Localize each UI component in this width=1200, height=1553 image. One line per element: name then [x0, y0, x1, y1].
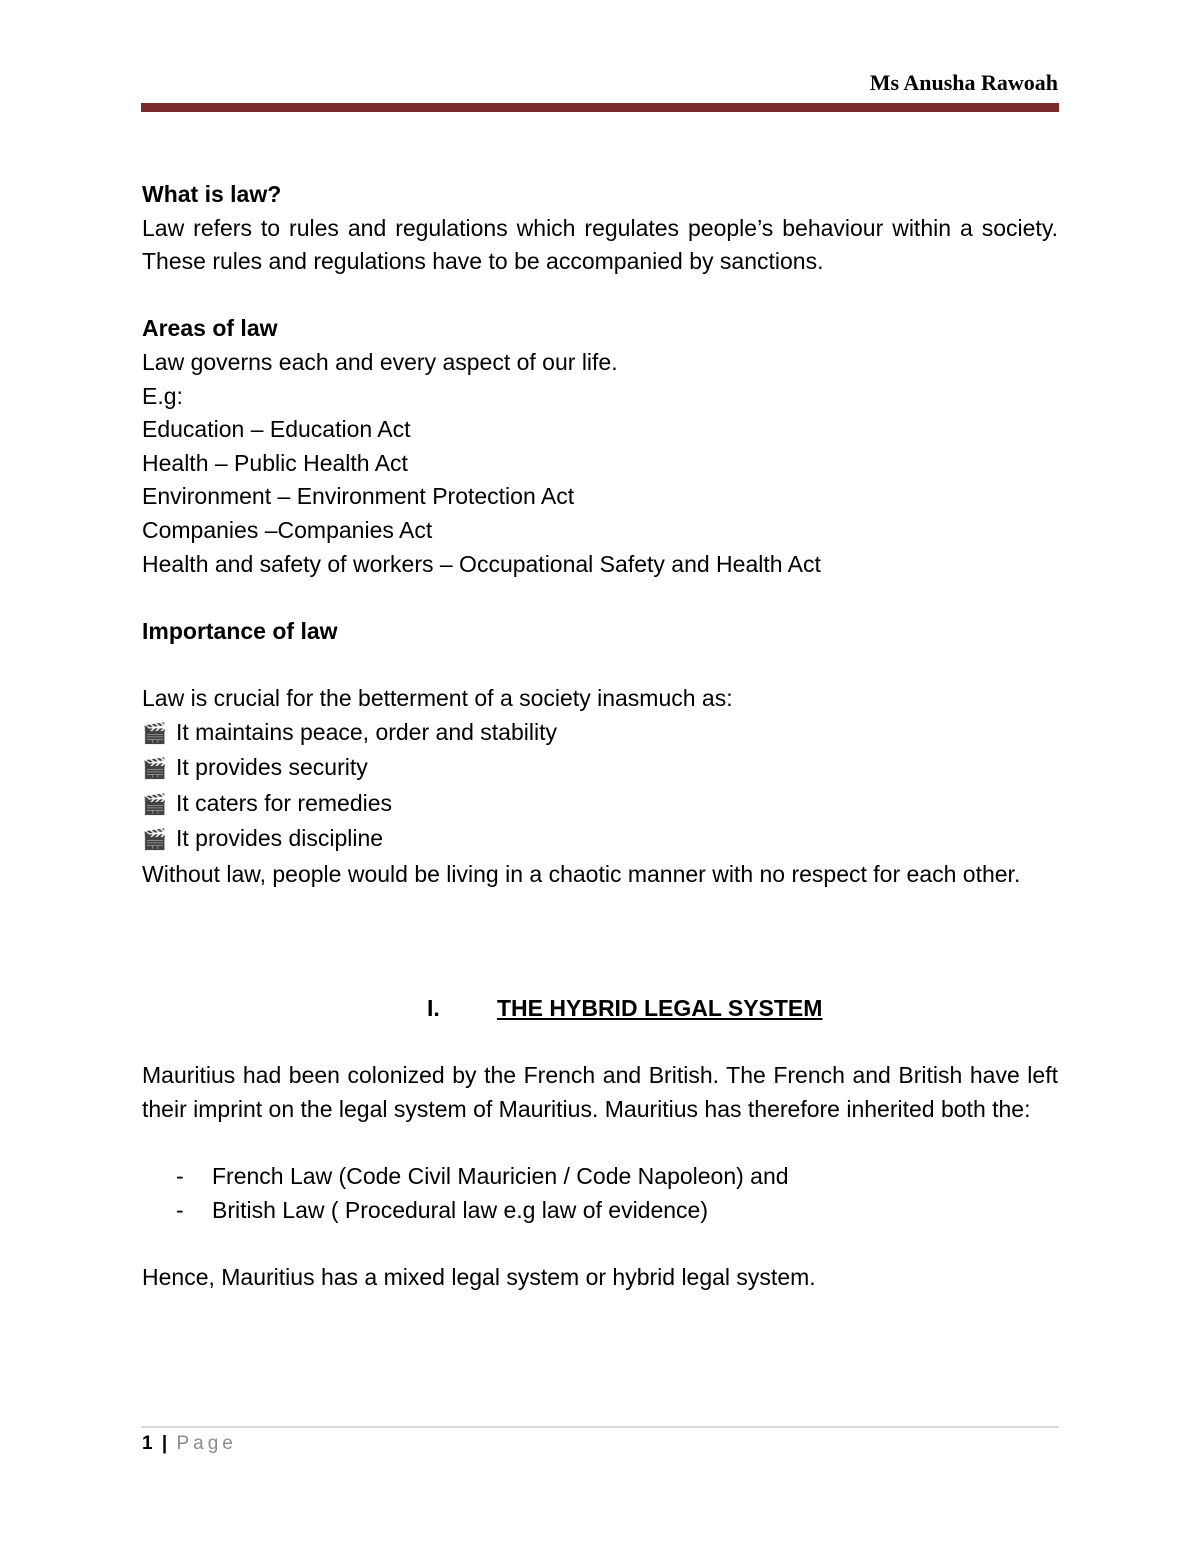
area-item: Companies –Companies Act [142, 516, 433, 543]
heading-importance-of-law: Importance of law [142, 617, 338, 644]
bullet-item [142, 822, 1058, 858]
paragraph-importance-intro: Law is crucial for the betterment of a society inasmuch as: [142, 684, 733, 711]
paragraph-areas-intro: Law governs each and every aspect of our life. [142, 348, 618, 375]
dash-marker: - [176, 1196, 184, 1223]
eg-label: E.g: [142, 382, 183, 409]
dash-list-text: British Law ( Procedural law e.g law of evidence) [212, 1196, 709, 1223]
clapperboard-icon: 🎬 [142, 829, 167, 852]
paragraph-definition: Law refers to rules and regulations which regulates people’s behaviour within a society. These rules and regulations have to be accompanied by sanctions. [142, 214, 1058, 275]
bullet-text: It maintains peace, order and stability [176, 718, 557, 745]
paragraph-hybrid-body: Mauritius had been colonized by the French and British. The French and British have left their imprint on the legal system of Mauritius. Mauritius has therefore inherited both the: [142, 1062, 1058, 1123]
dash-marker: - [176, 1163, 184, 1190]
clapperboard-icon: 🎬 [142, 722, 167, 745]
dash-list-text: French Law (Code Civil Mauricien / Code Napoleon) and [212, 1163, 789, 1190]
area-item: Health – Public Health Act [142, 449, 408, 476]
bullet-item [142, 787, 1058, 823]
section-heading-hybrid [142, 992, 1058, 1026]
bullet-text: It provides discipline [176, 825, 384, 852]
section-number: I. [427, 995, 440, 1022]
footer-separator: | [161, 1433, 168, 1454]
dash-list-item [142, 1160, 1058, 1194]
bullet-item [142, 751, 1058, 787]
area-item: Environment – Environment Protection Act [142, 483, 575, 510]
document-body [142, 178, 1058, 1295]
paragraph-importance-closing: Without law, people would be living in a chaotic manner with no respect for each other. [142, 860, 1021, 887]
section-title: THE HYBRID LEGAL SYSTEM [497, 995, 823, 1022]
paragraph-hybrid-conclusion: Hence, Mauritius has a mixed legal system or hybrid legal system. [142, 1264, 816, 1290]
bullet-item [142, 716, 1058, 752]
bullet-text: It provides security [176, 754, 368, 781]
clapperboard-icon: 🎬 [142, 793, 167, 816]
dash-list-item [142, 1194, 1058, 1228]
area-item: Education – Education Act [142, 416, 411, 443]
header-rule [141, 103, 1059, 112]
page-number: 1 [142, 1433, 153, 1454]
area-item: Health and safety of workers – Occupational Safety and Health Act [142, 550, 821, 577]
page-footer [142, 1433, 237, 1455]
footer-rule [141, 1426, 1059, 1428]
clapperboard-icon: 🎬 [142, 758, 167, 781]
heading-what-is-law: What is law? [142, 181, 282, 207]
header-author: Ms Anusha Rawoah [869, 70, 1058, 95]
bullet-text: It caters for remedies [176, 789, 393, 816]
page-label: Page [176, 1433, 237, 1454]
heading-areas-of-law: Areas of law [142, 315, 278, 342]
